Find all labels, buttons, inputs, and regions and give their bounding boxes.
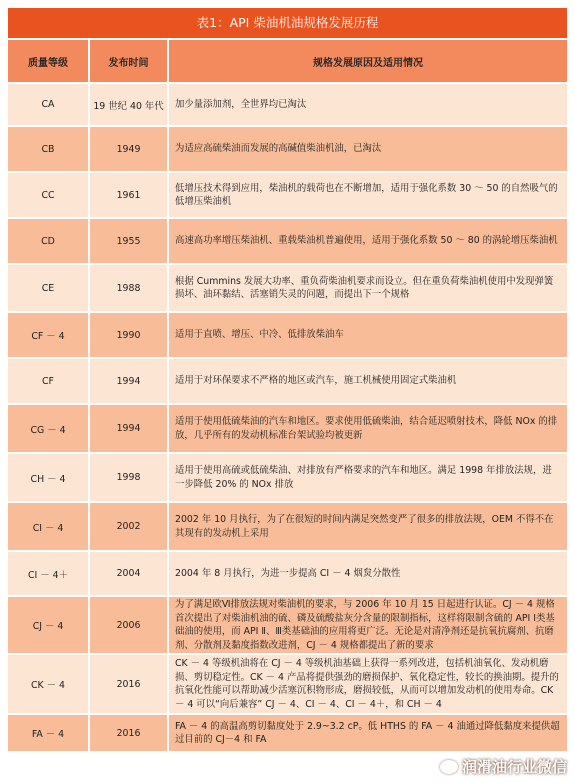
table-row	[8, 453, 567, 502]
date-cell: 2016	[89, 714, 168, 752]
table-row	[8, 172, 567, 218]
desc-cell: 为了满足欧Ⅵ排放法规对柴油机的要求，与 2006 年 10 月 15 日起进行认证。CJ － 4 规格首次提出了对柴油机油的硫、磷及硫酸盐灰分含量的限制指标，这样将限制含硫的 API Ⅰ类基础油的使用，而 API Ⅱ、Ⅲ类基础油的应用将更广泛。无论是对清净剂还是抗氧抗腐剂、抗磨剂、分散剂及黏度指数改进剂，CJ － 4 规格都提出了新的要求	[168, 596, 567, 654]
wechat-icon	[440, 760, 458, 774]
desc-cell: 适用于使用高硫或低硫柴油、对排放有严格要求的汽车和地区。满足 1998 年排放法规，进一步降低 20% 的 NOx 排放	[168, 453, 567, 502]
grade-cell: CB	[8, 126, 89, 172]
desc-cell: 加少量添加剂，全世界均已淘汰	[168, 83, 567, 126]
table-row	[8, 83, 567, 126]
watermark	[440, 756, 567, 777]
date-cell: 1994	[89, 358, 168, 404]
grade-cell: CJ － 4	[8, 596, 89, 654]
header-date: 发布时间	[89, 40, 168, 83]
table-row	[8, 312, 567, 358]
table-row	[8, 264, 567, 312]
table-row	[8, 596, 567, 654]
date-cell: 1955	[89, 218, 168, 264]
header-desc: 规格发展原因及适用情况	[168, 40, 567, 83]
grade-cell: CG － 4	[8, 404, 89, 453]
desc-cell: 根据 Cummins 发展大功率、重负荷柴油机要求而设立。但在重负荷柴油机使用中发现弹簧损坏、油环黏结、活塞销失灵的问题，而提出下一个规格	[168, 264, 567, 312]
table-row	[8, 654, 567, 714]
grade-cell: CI － 4	[8, 502, 89, 551]
desc-cell: 高速高功率增压柴油机、重载柴油机普遍使用，适用于强化系数 50 ～ 80 的涡轮增压柴油机	[168, 218, 567, 264]
grade-cell: FA － 4	[8, 714, 89, 752]
grade-cell: CA	[8, 83, 89, 126]
desc-cell: FA － 4 的高温高剪切黏度处于 2.9~3.2 cP。低 HTHS 的 FA － 4 油通过降低黏度来提供超过目前的 CJ－4 和 FA	[168, 714, 567, 752]
date-cell: 1961	[89, 172, 168, 218]
watermark-text: 润滑油行业微信	[461, 758, 567, 776]
date-cell: 2004	[89, 551, 168, 596]
table-row	[8, 358, 567, 404]
date-cell: 1994	[89, 404, 168, 453]
date-cell: 1998	[89, 453, 168, 502]
date-cell: 19 世纪 40 年代	[89, 83, 168, 126]
table-row	[8, 502, 567, 551]
grade-cell: CK － 4	[8, 654, 89, 714]
table-row	[8, 218, 567, 264]
spec-table	[8, 40, 567, 753]
desc-cell: 适用于对环保要求不严格的地区或汽车，施工机械使用固定式柴油机	[168, 358, 567, 404]
grade-cell: CC	[8, 172, 89, 218]
grade-cell: CH － 4	[8, 453, 89, 502]
grade-cell: CE	[8, 264, 89, 312]
header-row	[8, 40, 567, 83]
grade-cell: CF	[8, 358, 89, 404]
header-grade: 质量等级	[8, 40, 89, 83]
date-cell: 1990	[89, 312, 168, 358]
table-title: 表1：API 柴油机油规格发展历程	[8, 8, 567, 38]
grade-cell: CI － 4＋	[8, 551, 89, 596]
date-cell: 2016	[89, 654, 168, 714]
desc-cell: 2004 年 8 月执行，为进一步提高 CI － 4 烟炱分散性	[168, 551, 567, 596]
desc-cell: 2002 年 10 月执行，为了在很短的时间内满足突然变严了很多的排放法规，OEM 不得不在其现有的发动机上采用	[168, 502, 567, 551]
table-row	[8, 551, 567, 596]
table-row	[8, 126, 567, 172]
desc-cell: 适用于使用低硫柴油的汽车和地区。要求使用低硫柴油，结合延迟喷射技术，降低 NOx 的排放，几乎所有的发动机标准台架试验均被更新	[168, 404, 567, 453]
grade-cell: CD	[8, 218, 89, 264]
desc-cell: CK － 4 等级机油将在 CJ － 4 等级机油基础上获得一系列改进，包括机油氧化、发动机磨损、剪切稳定性。CK － 4 产品将提供强劲的磨损保护、氧化稳定性，较长的换油期。提升的抗氧化性能可以帮助减少活塞沉积物形成，磨损较低，从而可以增加发动机的使用寿命。CK － 4 可以“向后兼容” CJ － 4、CI － 4、CI － 4＋，和 CH － 4	[168, 654, 567, 714]
desc-cell: 适用于直喷、增压、中冷、低排放柴油车	[168, 312, 567, 358]
date-cell: 2002	[89, 502, 168, 551]
date-cell: 1949	[89, 126, 168, 172]
date-cell: 2006	[89, 596, 168, 654]
table-row	[8, 714, 567, 752]
desc-cell: 低增压技术得到应用，柴油机的载荷也在不断增加，适用于强化系数 30 ～ 50 的自然吸气的低增压柴油机	[168, 172, 567, 218]
date-cell: 1988	[89, 264, 168, 312]
table-row	[8, 404, 567, 453]
grade-cell: CF － 4	[8, 312, 89, 358]
desc-cell: 为适应高硫柴油而发展的高碱值柴油机油，已淘汰	[168, 126, 567, 172]
